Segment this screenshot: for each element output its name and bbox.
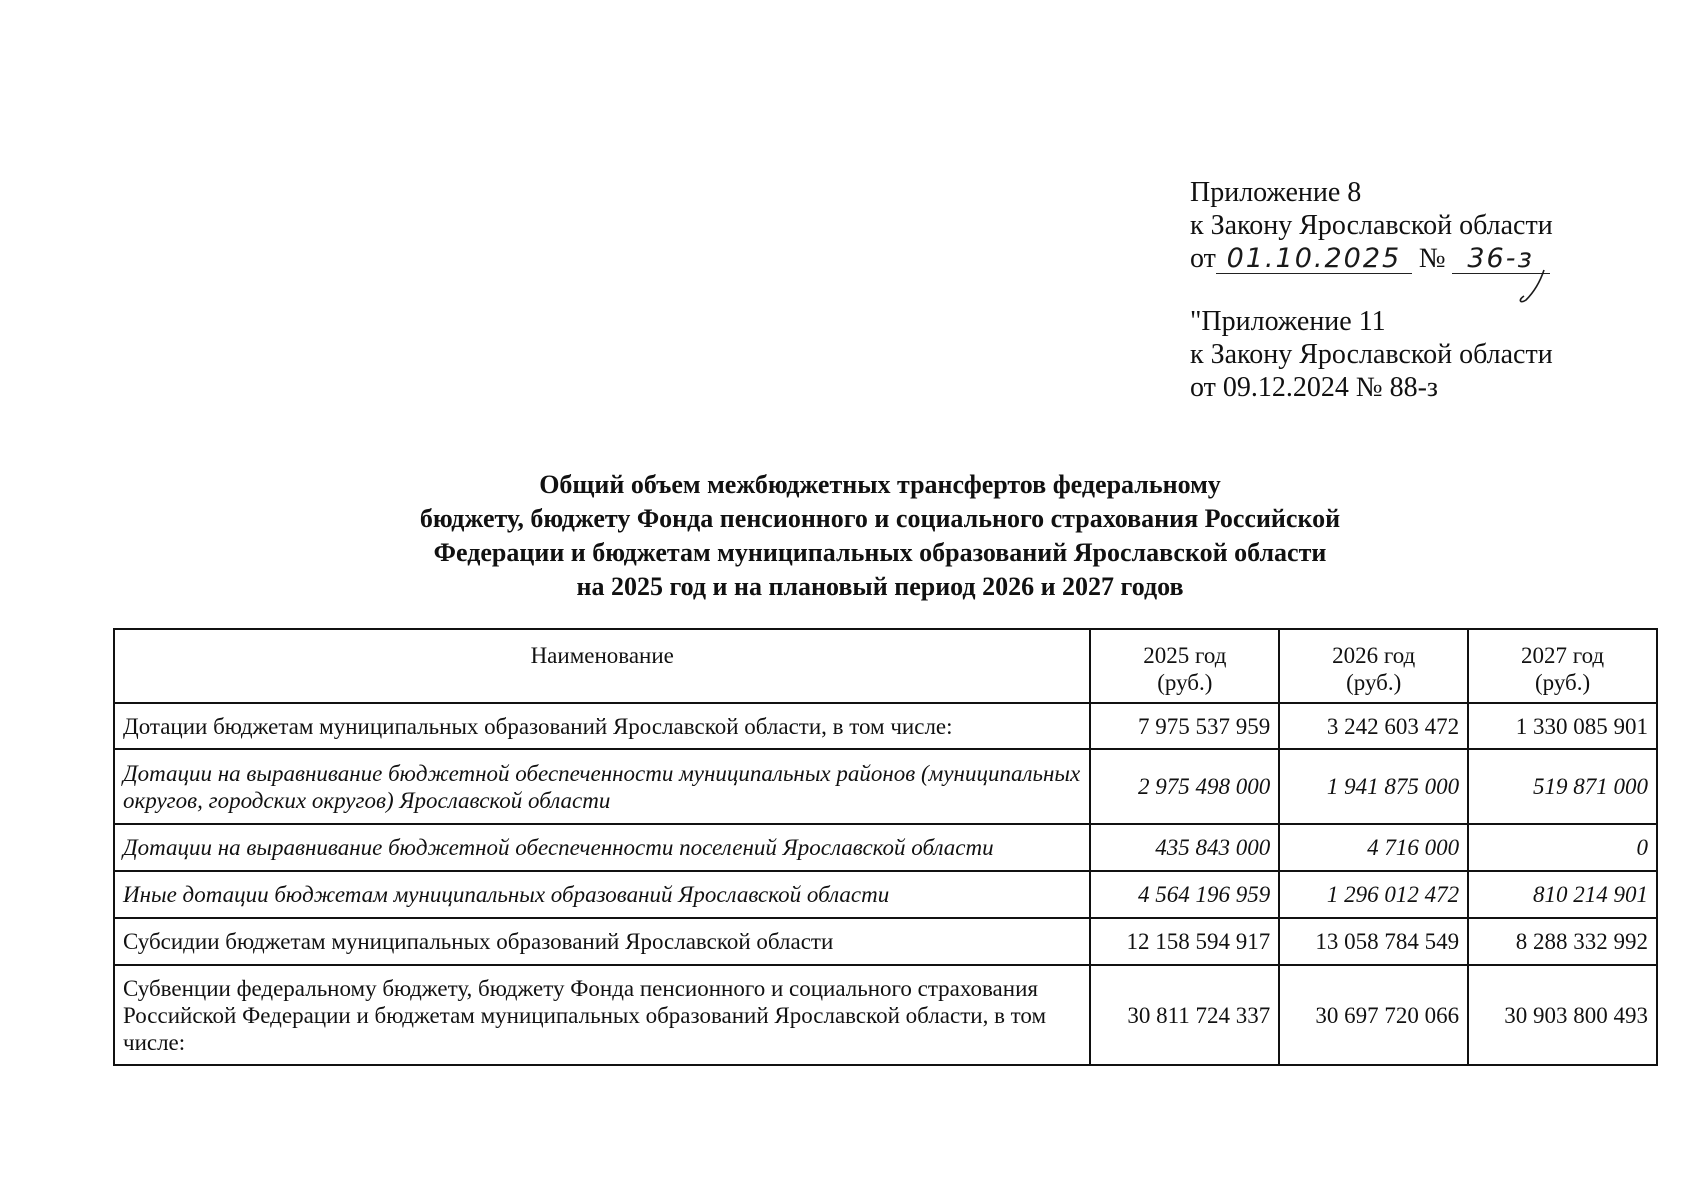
row-value-2026: 1 296 012 472 bbox=[1279, 871, 1468, 918]
table-row bbox=[114, 749, 1657, 824]
table-row bbox=[114, 965, 1657, 1065]
previous-appendix-number: "Приложение 11 bbox=[1190, 306, 1386, 337]
previous-law-reference: к Закону Ярославской области bbox=[1190, 339, 1553, 370]
header-2025 bbox=[1090, 629, 1279, 703]
row-value-2027: 810 214 901 bbox=[1468, 871, 1657, 918]
from-label: от bbox=[1190, 243, 1216, 274]
number-label: № bbox=[1418, 243, 1446, 274]
table-header-row bbox=[114, 629, 1657, 703]
header-2025-unit: (руб.) bbox=[1157, 670, 1213, 695]
row-value-2025: 2 975 498 000 bbox=[1090, 749, 1279, 824]
title-line-2: бюджету, бюджету Фонда пенсионного и социального страхования Российской bbox=[419, 504, 1341, 533]
row-value-2026: 4 716 000 bbox=[1279, 824, 1468, 871]
row-name: Дотации на выравнивание бюджетной обеспеченности муниципальных районов (муниципальных округов, городских округов) Ярославской области bbox=[114, 749, 1090, 824]
row-value-2027: 30 903 800 493 bbox=[1468, 965, 1657, 1065]
title-line-1: Общий объем межбюджетных трансфертов федеральному bbox=[539, 470, 1221, 499]
title-line-4: на 2025 год и на плановый период 2026 и 2027 годов bbox=[576, 572, 1184, 601]
appendix-number: Приложение 8 bbox=[1190, 177, 1362, 208]
handwritten-number: 36-з bbox=[1452, 245, 1550, 274]
row-value-2025: 435 843 000 bbox=[1090, 824, 1279, 871]
row-value-2025: 12 158 594 917 bbox=[1090, 918, 1279, 965]
row-value-2025: 4 564 196 959 bbox=[1090, 871, 1279, 918]
row-value-2025: 30 811 724 337 bbox=[1090, 965, 1279, 1065]
appendix-header bbox=[1190, 176, 1660, 404]
row-value-2026: 13 058 784 549 bbox=[1279, 918, 1468, 965]
appendix-law-reference: к Закону Ярославской области bbox=[1190, 210, 1553, 241]
header-name: Наименование bbox=[114, 629, 1090, 703]
row-name: Иные дотации бюджетам муниципальных образований Ярославской области bbox=[114, 871, 1090, 918]
row-value-2026: 30 697 720 066 bbox=[1279, 965, 1468, 1065]
header-2027-year: 2027 год bbox=[1520, 643, 1605, 668]
header-2026-year: 2026 год bbox=[1332, 643, 1416, 668]
header-2027 bbox=[1468, 629, 1657, 703]
row-name: Дотации на выравнивание бюджетной обеспеченности поселений Ярославской области bbox=[114, 824, 1090, 871]
appendix-date-line bbox=[1190, 242, 1660, 275]
table-row bbox=[114, 824, 1657, 871]
previous-law-date: от 09.12.2024 № 88-з bbox=[1190, 372, 1438, 403]
header-2026-unit: (руб.) bbox=[1346, 670, 1402, 695]
header-2025-year: 2025 год bbox=[1143, 643, 1227, 668]
row-value-2026: 1 941 875 000 bbox=[1279, 749, 1468, 824]
row-value-2027: 519 871 000 bbox=[1468, 749, 1657, 824]
row-name: Субсидии бюджетам муниципальных образований Ярославской области bbox=[114, 918, 1090, 965]
transfers-table bbox=[113, 628, 1658, 1066]
title-line-3: Федерации и бюджетам муниципальных образований Ярославской области bbox=[433, 538, 1327, 567]
handwritten-date: 01.10.2025 bbox=[1216, 245, 1412, 274]
handwriting-stroke-icon bbox=[1516, 268, 1556, 308]
header-2027-unit: (руб.) bbox=[1534, 670, 1591, 695]
table-row bbox=[114, 918, 1657, 965]
table-row bbox=[114, 871, 1657, 918]
table-row bbox=[114, 703, 1657, 749]
row-value-2027: 8 288 332 992 bbox=[1468, 918, 1657, 965]
row-value-2027: 1 330 085 901 bbox=[1468, 703, 1657, 749]
row-value-2025: 7 975 537 959 bbox=[1090, 703, 1279, 749]
header-2026 bbox=[1279, 629, 1468, 703]
row-value-2027: 0 bbox=[1468, 824, 1657, 871]
row-name: Субвенции федеральному бюджету, бюджету Фонда пенсионного и социального страхования Российской Федерации и бюджетам муниципальных образований Ярославской области, в том числе: bbox=[114, 965, 1090, 1065]
row-value-2026: 3 242 603 472 bbox=[1279, 703, 1468, 749]
row-name: Дотации бюджетам муниципальных образований Ярославской области, в том числе: bbox=[114, 703, 1090, 749]
document-title bbox=[180, 468, 1580, 604]
